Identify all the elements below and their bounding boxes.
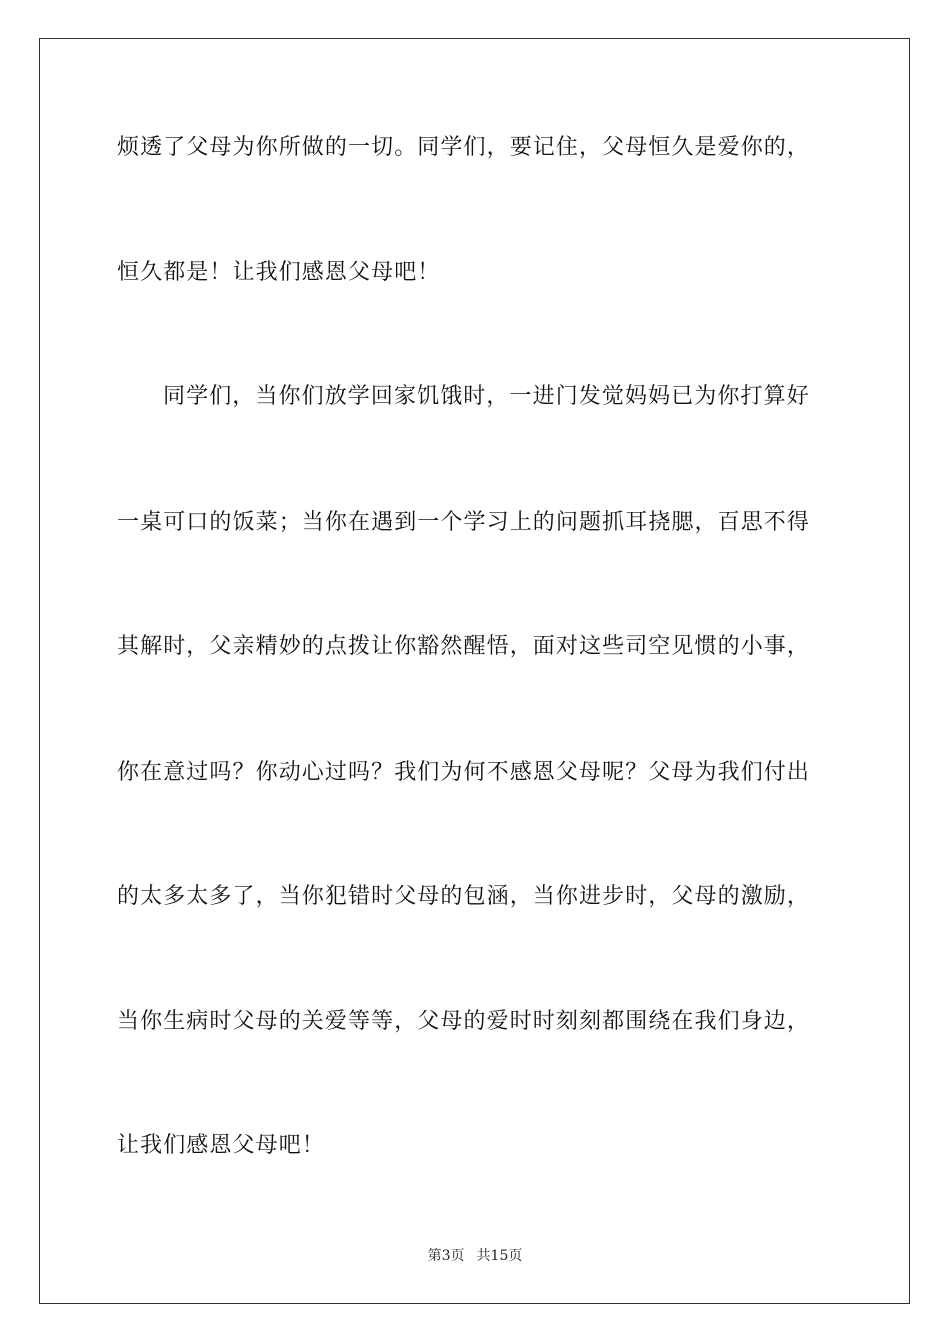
paragraph-start-line: 同学们，当你们放学回家饥饿时，一进门发觉妈妈已为你打算好 (163, 384, 810, 409)
text-line-2: 恒久都是！让我们感恩父母吧！ (117, 260, 441, 285)
text-line-9: 让我们感恩父母吧！ (117, 1133, 325, 1158)
page-footer (0, 1246, 950, 1266)
text-line-1: 烦透了父母为你所做的一切。同学们，要记住，父母恒久是爱你的， (117, 135, 811, 160)
page-number: 第3页 (427, 1248, 465, 1264)
text-line-6: 你在意过吗？你动心过吗？我们为何不感恩父母呢？父母为我们付出 (117, 760, 811, 785)
text-line-7: 的太多太多了，当你犯错时父母的包涵，当你进步时，父母的激励， (117, 884, 811, 909)
page-border (39, 38, 910, 1304)
text-line-8: 当你生病时父母的关爱等等，父母的爱时时刻刻都围绕在我们身边， (117, 1009, 811, 1034)
text-line-4: 一桌可口的饭菜；当你在遇到一个学习上的问题抓耳挠腮，百思不得 (117, 510, 811, 535)
total-pages: 共15页 (476, 1248, 523, 1264)
text-line-5: 其解时，父亲精妙的点拨让你豁然醒悟，面对这些司空见惯的小事， (117, 634, 811, 659)
